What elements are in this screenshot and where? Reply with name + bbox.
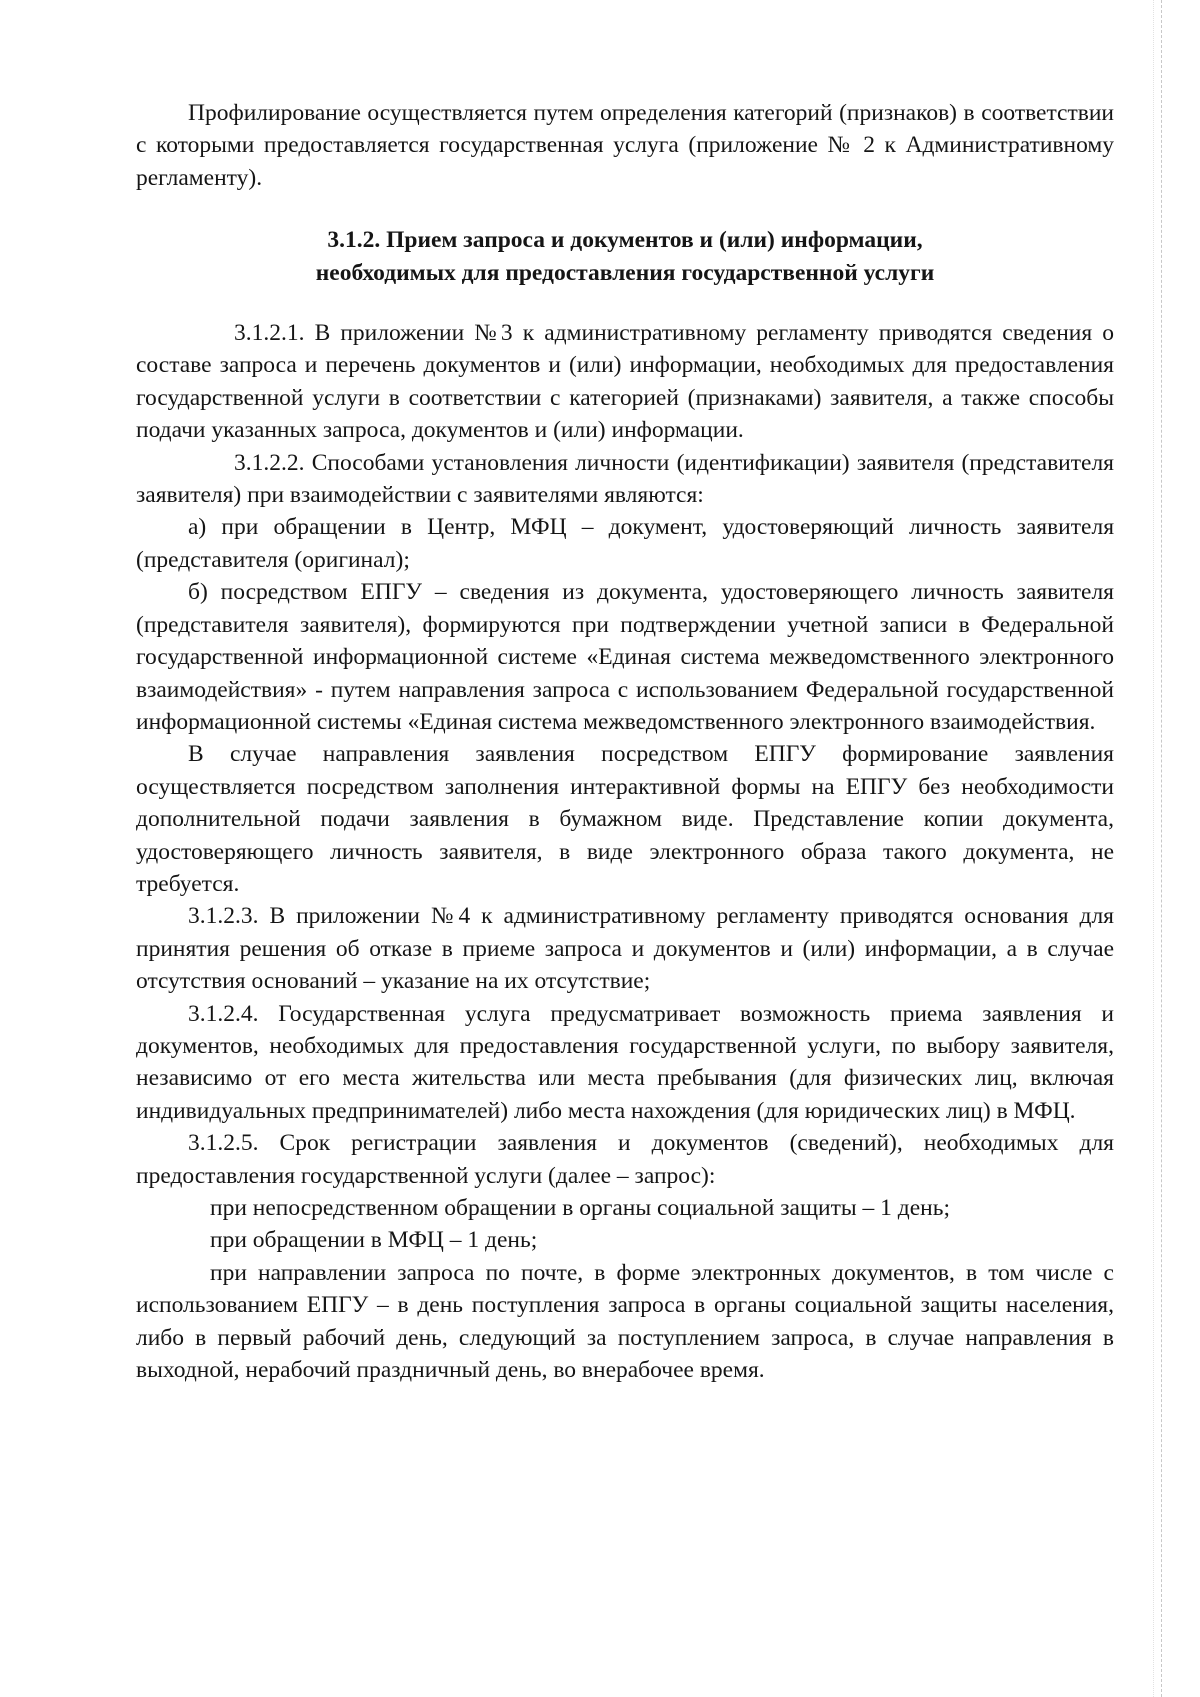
paragraph-3-1-2-2: 3.1.2.2. Способами установления личности (идентификации) заявителя (представителя заявителя) при взаимодействии с заявителями являются: <box>136 449 1114 509</box>
paragraph-3-1-2-4: 3.1.2.4. Государственная услуга предусматривает возможность приема заявления и документов, необходимых для предоставления государственной услуги, по выбору заявителя, независимо от его места жительства или места пребывания (для физических лиц, включая индивидуальных предпринимателей) либо места нахождения (для юридических лиц) в МФЦ. <box>136 1000 1114 1124</box>
paragraph-3-1-2-3: 3.1.2.3. В приложении №4 к административному регламенту приводятся основания для принятия решения об отказе в приеме запроса и документов и (или) информации, а в случае отсутствия оснований – указание на их отсутствие; <box>136 903 1114 995</box>
paragraph-mfc-appeal: при обращении в МФЦ – 1 день; <box>210 1227 538 1254</box>
section-heading-line-1: 3.1.2. Прием запроса и документов и (или) информации, <box>327 227 923 254</box>
section-heading-line-2: необходимых для предоставления государственной услуги <box>315 259 935 286</box>
document-body <box>136 97 1114 1386</box>
paragraph-mail-request: при направлении запроса по почте, в форме электронных документов, в том числе с использованием ЕПГУ – в день поступления запроса в органы социальной защиты населения, либо в первый рабочий день, следующий за поступлением запроса, в случае направления в выходной, нерабочий праздничный день, во внерабочее время. <box>136 1259 1114 1384</box>
intro-paragraph: Профилирование осуществляется путем определения категорий (признаков) в соответствии с которыми предоставляется государственная услуга (приложение № 2 к Административному регламенту). <box>136 100 1114 191</box>
scan-edge-line-secondary <box>1153 0 1154 1697</box>
paragraph-direct-appeal: при непосредственном обращении в органы социальной защиты – 1 день; <box>210 1195 951 1221</box>
paragraph-item-a: а) при обращении в Центр, МФЦ – документ, удостоверяющий личность заявителя (представителя (оригинал); <box>136 514 1114 573</box>
paragraph-3-1-2-1: 3.1.2.1. В приложении №3 к административному регламенту приводятся сведения о составе запроса и перечень документов и (или) информации, необходимых для предоставления государственной услуги в соответствии с категорией (признаками) заявителя, а также способы подачи указанных запроса, документов и (или) информации. <box>136 320 1114 444</box>
scan-edge-line <box>1161 0 1162 1697</box>
paragraph-epgu-case: В случае направления заявления посредством ЕПГУ формирование заявления осуществляется посредством заполнения интерактивной формы на ЕПГУ без необходимости дополнительной подачи заявления в бумажном виде. Представление копии документа, удостоверяющего личность заявителя, в виде электронного образа такого документа, не требуется. <box>136 741 1114 897</box>
paragraph-item-b: б) посредством ЕПГУ – сведения из документа, удостоверяющего личность заявителя (представителя заявителя), формируются при подтверждении учетной записи в Федеральной государственной информационной системе «Единая система межведомственного электронного взаимодействия» - путем направления запроса с использованием Федеральной государственной информационной системы «Единая система межведомственного электронного взаимодействия. <box>136 579 1114 735</box>
paragraph-3-1-2-5: 3.1.2.5. Срок регистрации заявления и документов (сведений), необходимых для предоставления государственной услуги (далее – запрос): <box>136 1130 1114 1189</box>
section-heading <box>136 224 1114 289</box>
